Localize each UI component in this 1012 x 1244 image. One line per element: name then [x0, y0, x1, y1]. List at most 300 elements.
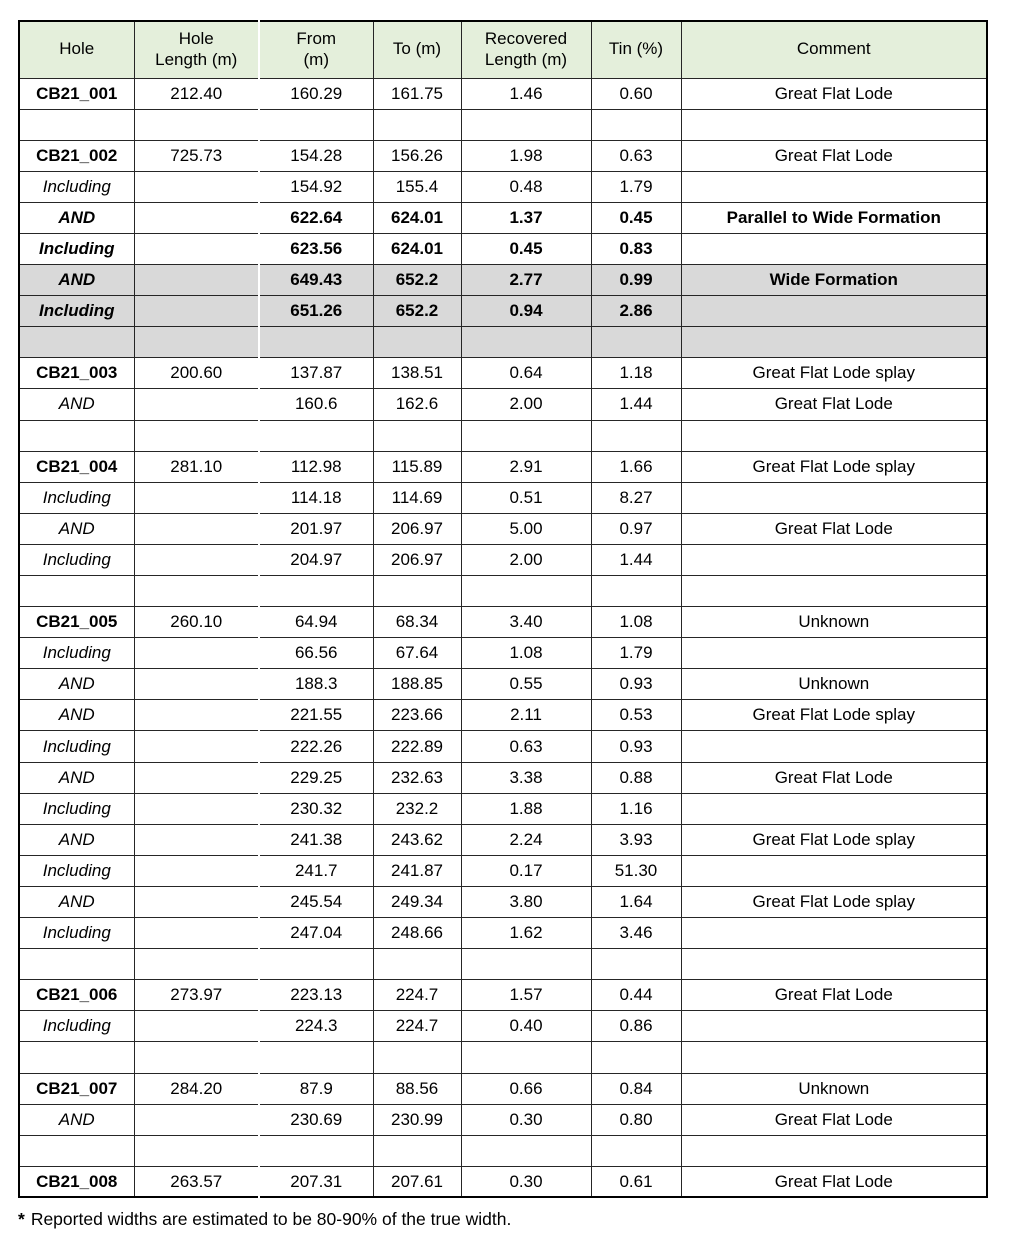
cell-recovered-length: 0.45	[461, 233, 591, 264]
cell-tin	[591, 327, 681, 358]
table-row	[19, 731, 987, 762]
cell-recovered-length: 1.46	[461, 78, 591, 109]
cell-hole: CB21_007	[19, 1073, 134, 1104]
cell-to	[373, 1042, 461, 1073]
header-cell-to: To (m)	[373, 21, 461, 78]
cell-hole: AND	[19, 265, 134, 296]
cell-to: 138.51	[373, 358, 461, 389]
cell-comment: Great Flat Lode	[681, 762, 987, 793]
cell-tin: 0.60	[591, 78, 681, 109]
cell-recovered-length: 1.62	[461, 918, 591, 949]
cell-from: 188.3	[259, 669, 373, 700]
header-row	[19, 21, 987, 78]
cell-tin: 0.44	[591, 980, 681, 1011]
cell-to: 188.85	[373, 669, 461, 700]
cell-hole-length	[134, 265, 259, 296]
cell-comment: Great Flat Lode splay	[681, 886, 987, 917]
cell-recovered-length: 2.00	[461, 389, 591, 420]
cell-from: 207.31	[259, 1166, 373, 1197]
table-row	[19, 389, 987, 420]
table-row	[19, 202, 987, 233]
cell-hole: CB21_003	[19, 358, 134, 389]
header-cell-recovered-length: Recovered Length (m)	[461, 21, 591, 78]
cell-hole-length	[134, 762, 259, 793]
cell-comment	[681, 1135, 987, 1166]
cell-hole-length	[134, 731, 259, 762]
cell-hole-length	[134, 544, 259, 575]
cell-to: 223.66	[373, 700, 461, 731]
cell-hole-length	[134, 513, 259, 544]
cell-comment	[681, 638, 987, 669]
cell-comment	[681, 296, 987, 327]
cell-hole: Including	[19, 1011, 134, 1042]
cell-hole: AND	[19, 389, 134, 420]
cell-from	[259, 576, 373, 607]
cell-hole	[19, 109, 134, 140]
cell-to: 241.87	[373, 855, 461, 886]
cell-hole-length	[134, 1104, 259, 1135]
cell-to: 230.99	[373, 1104, 461, 1135]
cell-hole: CB21_002	[19, 140, 134, 171]
cell-hole: CB21_005	[19, 607, 134, 638]
table-row	[19, 1011, 987, 1042]
cell-comment	[681, 793, 987, 824]
cell-recovered-length: 0.64	[461, 358, 591, 389]
cell-comment: Great Flat Lode	[681, 1104, 987, 1135]
cell-recovered-length: 0.48	[461, 171, 591, 202]
cell-recovered-length: 2.77	[461, 265, 591, 296]
cell-from: 154.28	[259, 140, 373, 171]
cell-hole-length	[134, 700, 259, 731]
table-header	[19, 21, 987, 78]
cell-hole-length	[134, 824, 259, 855]
cell-tin: 1.16	[591, 793, 681, 824]
cell-hole-length: 260.10	[134, 607, 259, 638]
cell-comment: Great Flat Lode	[681, 1166, 987, 1197]
cell-hole-length	[134, 233, 259, 264]
cell-comment	[681, 233, 987, 264]
cell-tin: 8.27	[591, 482, 681, 513]
cell-from: 160.29	[259, 78, 373, 109]
cell-hole: Including	[19, 233, 134, 264]
cell-recovered-length	[461, 576, 591, 607]
cell-recovered-length	[461, 1042, 591, 1073]
cell-to: 243.62	[373, 824, 461, 855]
cell-hole: AND	[19, 762, 134, 793]
cell-recovered-length: 0.40	[461, 1011, 591, 1042]
footnote-text: Reported widths are estimated to be 80-90% of the true width.	[30, 1209, 512, 1229]
cell-from: 201.97	[259, 513, 373, 544]
cell-hole-length: 200.60	[134, 358, 259, 389]
table-row	[19, 1042, 987, 1073]
cell-comment	[681, 171, 987, 202]
cell-from: 651.26	[259, 296, 373, 327]
cell-hole-length	[134, 296, 259, 327]
cell-hole-length	[134, 482, 259, 513]
cell-hole-length: 281.10	[134, 451, 259, 482]
cell-hole: AND	[19, 1104, 134, 1135]
cell-tin	[591, 1042, 681, 1073]
cell-recovered-length: 2.00	[461, 544, 591, 575]
cell-comment	[681, 918, 987, 949]
cell-to: 115.89	[373, 451, 461, 482]
table-row	[19, 793, 987, 824]
header-cell-from: From (m)	[259, 21, 373, 78]
cell-from	[259, 1042, 373, 1073]
cell-comment	[681, 855, 987, 886]
cell-hole-length	[134, 109, 259, 140]
table-row	[19, 233, 987, 264]
cell-to: 222.89	[373, 731, 461, 762]
table-row	[19, 482, 987, 513]
cell-from: 160.6	[259, 389, 373, 420]
cell-from: 154.92	[259, 171, 373, 202]
cell-to: 224.7	[373, 980, 461, 1011]
cell-from: 64.94	[259, 607, 373, 638]
cell-tin: 0.88	[591, 762, 681, 793]
cell-to: 88.56	[373, 1073, 461, 1104]
cell-comment	[681, 1042, 987, 1073]
cell-hole: Including	[19, 296, 134, 327]
cell-to: 232.2	[373, 793, 461, 824]
cell-hole: Including	[19, 731, 134, 762]
table-row	[19, 544, 987, 575]
table-row	[19, 358, 987, 389]
table-row	[19, 886, 987, 917]
cell-to: 156.26	[373, 140, 461, 171]
cell-recovered-length: 0.63	[461, 731, 591, 762]
cell-recovered-length: 0.55	[461, 669, 591, 700]
cell-hole: CB21_004	[19, 451, 134, 482]
cell-tin: 1.79	[591, 171, 681, 202]
table-row	[19, 1135, 987, 1166]
cell-recovered-length: 3.40	[461, 607, 591, 638]
cell-recovered-length	[461, 420, 591, 451]
cell-tin: 0.93	[591, 731, 681, 762]
cell-recovered-length: 1.57	[461, 980, 591, 1011]
cell-tin: 1.79	[591, 638, 681, 669]
table-row	[19, 171, 987, 202]
cell-comment	[681, 109, 987, 140]
cell-to: 161.75	[373, 78, 461, 109]
cell-recovered-length	[461, 949, 591, 980]
cell-hole: Including	[19, 171, 134, 202]
table-row	[19, 824, 987, 855]
cell-to	[373, 327, 461, 358]
table-row	[19, 762, 987, 793]
cell-to: 249.34	[373, 886, 461, 917]
cell-recovered-length: 3.38	[461, 762, 591, 793]
cell-hole	[19, 1135, 134, 1166]
cell-hole-length: 284.20	[134, 1073, 259, 1104]
table-row	[19, 420, 987, 451]
table-row	[19, 1104, 987, 1135]
table-row	[19, 1073, 987, 1104]
cell-hole-length	[134, 1042, 259, 1073]
cell-hole-length	[134, 918, 259, 949]
cell-hole	[19, 949, 134, 980]
cell-from: 247.04	[259, 918, 373, 949]
cell-from: 137.87	[259, 358, 373, 389]
cell-hole-length	[134, 327, 259, 358]
cell-hole: Including	[19, 918, 134, 949]
cell-hole	[19, 1042, 134, 1073]
table-row	[19, 140, 987, 171]
cell-from	[259, 327, 373, 358]
cell-tin	[591, 420, 681, 451]
cell-hole: Including	[19, 638, 134, 669]
cell-to: 232.63	[373, 762, 461, 793]
cell-to: 162.6	[373, 389, 461, 420]
cell-hole	[19, 576, 134, 607]
cell-from	[259, 949, 373, 980]
table-row	[19, 109, 987, 140]
cell-comment: Great Flat Lode splay	[681, 824, 987, 855]
cell-from: 221.55	[259, 700, 373, 731]
footnote-asterisk: *	[18, 1209, 25, 1229]
table-row	[19, 513, 987, 544]
cell-recovered-length	[461, 1135, 591, 1166]
cell-tin: 0.53	[591, 700, 681, 731]
table-row	[19, 1166, 987, 1197]
cell-hole-length: 273.97	[134, 980, 259, 1011]
cell-comment: Great Flat Lode	[681, 513, 987, 544]
cell-hole-length	[134, 171, 259, 202]
table-row	[19, 918, 987, 949]
cell-tin: 1.66	[591, 451, 681, 482]
cell-tin	[591, 949, 681, 980]
table-row	[19, 855, 987, 886]
cell-tin: 0.97	[591, 513, 681, 544]
cell-tin: 1.18	[591, 358, 681, 389]
cell-from: 241.38	[259, 824, 373, 855]
cell-to: 652.2	[373, 296, 461, 327]
cell-hole-length	[134, 949, 259, 980]
table-row	[19, 980, 987, 1011]
cell-from	[259, 109, 373, 140]
cell-to	[373, 109, 461, 140]
cell-hole: Including	[19, 544, 134, 575]
table-row	[19, 78, 987, 109]
cell-recovered-length: 0.30	[461, 1104, 591, 1135]
cell-tin: 0.63	[591, 140, 681, 171]
cell-hole-length: 263.57	[134, 1166, 259, 1197]
cell-recovered-length: 0.94	[461, 296, 591, 327]
cell-recovered-length	[461, 109, 591, 140]
cell-hole	[19, 327, 134, 358]
cell-hole: AND	[19, 669, 134, 700]
cell-tin: 1.08	[591, 607, 681, 638]
cell-to: 652.2	[373, 265, 461, 296]
footnote	[18, 1209, 511, 1230]
cell-recovered-length: 0.51	[461, 482, 591, 513]
table-row	[19, 265, 987, 296]
cell-hole-length	[134, 638, 259, 669]
cell-to: 68.34	[373, 607, 461, 638]
cell-comment: Great Flat Lode	[681, 78, 987, 109]
cell-comment	[681, 327, 987, 358]
cell-from	[259, 420, 373, 451]
cell-from: 224.3	[259, 1011, 373, 1042]
cell-hole: Including	[19, 482, 134, 513]
cell-tin: 0.61	[591, 1166, 681, 1197]
cell-to	[373, 949, 461, 980]
cell-to: 206.97	[373, 513, 461, 544]
cell-from: 204.97	[259, 544, 373, 575]
table-row	[19, 327, 987, 358]
cell-from: 229.25	[259, 762, 373, 793]
cell-hole: AND	[19, 202, 134, 233]
cell-from: 66.56	[259, 638, 373, 669]
cell-recovered-length: 0.30	[461, 1166, 591, 1197]
cell-hole-length	[134, 389, 259, 420]
table-body	[19, 78, 987, 1197]
cell-comment: Unknown	[681, 1073, 987, 1104]
cell-hole-length: 212.40	[134, 78, 259, 109]
table-row	[19, 296, 987, 327]
cell-hole-length	[134, 855, 259, 886]
cell-recovered-length: 2.91	[461, 451, 591, 482]
cell-from: 114.18	[259, 482, 373, 513]
cell-comment	[681, 576, 987, 607]
cell-tin: 0.93	[591, 669, 681, 700]
cell-hole-length	[134, 576, 259, 607]
cell-comment	[681, 420, 987, 451]
cell-comment: Parallel to Wide Formation	[681, 202, 987, 233]
table-row	[19, 700, 987, 731]
cell-tin	[591, 109, 681, 140]
cell-tin: 51.30	[591, 855, 681, 886]
header-cell-comment: Comment	[681, 21, 987, 78]
cell-comment: Unknown	[681, 669, 987, 700]
cell-recovered-length: 3.80	[461, 886, 591, 917]
cell-comment: Great Flat Lode splay	[681, 451, 987, 482]
cell-to	[373, 420, 461, 451]
cell-from: 649.43	[259, 265, 373, 296]
cell-hole-length	[134, 420, 259, 451]
cell-comment: Unknown	[681, 607, 987, 638]
cell-from	[259, 1135, 373, 1166]
table-row	[19, 607, 987, 638]
cell-tin: 3.46	[591, 918, 681, 949]
cell-comment	[681, 482, 987, 513]
cell-from: 223.13	[259, 980, 373, 1011]
cell-hole-length	[134, 793, 259, 824]
cell-tin: 0.83	[591, 233, 681, 264]
cell-tin: 0.99	[591, 265, 681, 296]
cell-hole-length	[134, 1011, 259, 1042]
cell-comment: Great Flat Lode splay	[681, 358, 987, 389]
cell-tin	[591, 576, 681, 607]
cell-hole: AND	[19, 700, 134, 731]
cell-hole: Including	[19, 793, 134, 824]
cell-recovered-length: 1.37	[461, 202, 591, 233]
cell-from: 622.64	[259, 202, 373, 233]
cell-from: 245.54	[259, 886, 373, 917]
table-row	[19, 669, 987, 700]
cell-to	[373, 1135, 461, 1166]
cell-recovered-length: 2.11	[461, 700, 591, 731]
cell-tin: 0.84	[591, 1073, 681, 1104]
drill-results-table	[18, 20, 988, 1198]
cell-from: 230.32	[259, 793, 373, 824]
cell-tin: 0.80	[591, 1104, 681, 1135]
cell-to: 624.01	[373, 233, 461, 264]
cell-to: 248.66	[373, 918, 461, 949]
cell-comment	[681, 544, 987, 575]
cell-hole: CB21_008	[19, 1166, 134, 1197]
cell-to: 624.01	[373, 202, 461, 233]
cell-hole: CB21_001	[19, 78, 134, 109]
cell-to: 224.7	[373, 1011, 461, 1042]
cell-tin: 0.86	[591, 1011, 681, 1042]
cell-comment	[681, 949, 987, 980]
cell-comment: Great Flat Lode splay	[681, 700, 987, 731]
cell-recovered-length: 0.17	[461, 855, 591, 886]
cell-tin	[591, 1135, 681, 1166]
cell-recovered-length: 1.98	[461, 140, 591, 171]
cell-from: 241.7	[259, 855, 373, 886]
cell-comment: Great Flat Lode	[681, 980, 987, 1011]
cell-hole: AND	[19, 513, 134, 544]
cell-hole-length: 725.73	[134, 140, 259, 171]
cell-to: 207.61	[373, 1166, 461, 1197]
cell-recovered-length: 0.66	[461, 1073, 591, 1104]
cell-to: 67.64	[373, 638, 461, 669]
cell-comment: Great Flat Lode	[681, 389, 987, 420]
cell-tin: 1.64	[591, 886, 681, 917]
cell-hole	[19, 420, 134, 451]
cell-hole-length	[134, 669, 259, 700]
cell-recovered-length: 1.88	[461, 793, 591, 824]
cell-from: 112.98	[259, 451, 373, 482]
header-cell-tin: Tin (%)	[591, 21, 681, 78]
cell-comment: Wide Formation	[681, 265, 987, 296]
cell-to	[373, 576, 461, 607]
cell-tin: 1.44	[591, 389, 681, 420]
header-cell-hole-length: Hole Length (m)	[134, 21, 259, 78]
cell-recovered-length: 1.08	[461, 638, 591, 669]
cell-comment	[681, 1011, 987, 1042]
cell-hole: AND	[19, 824, 134, 855]
cell-from: 623.56	[259, 233, 373, 264]
cell-to: 155.4	[373, 171, 461, 202]
table-row	[19, 638, 987, 669]
cell-tin: 2.86	[591, 296, 681, 327]
cell-hole: CB21_006	[19, 980, 134, 1011]
cell-from: 222.26	[259, 731, 373, 762]
cell-recovered-length	[461, 327, 591, 358]
cell-hole: Including	[19, 855, 134, 886]
header-cell-hole: Hole	[19, 21, 134, 78]
cell-to: 114.69	[373, 482, 461, 513]
table-row	[19, 576, 987, 607]
cell-from: 230.69	[259, 1104, 373, 1135]
table-row	[19, 451, 987, 482]
cell-tin: 1.44	[591, 544, 681, 575]
cell-comment: Great Flat Lode	[681, 140, 987, 171]
cell-hole-length	[134, 886, 259, 917]
cell-tin: 0.45	[591, 202, 681, 233]
cell-recovered-length: 5.00	[461, 513, 591, 544]
cell-hole-length	[134, 202, 259, 233]
table-row	[19, 949, 987, 980]
cell-to: 206.97	[373, 544, 461, 575]
cell-comment	[681, 731, 987, 762]
cell-hole-length	[134, 1135, 259, 1166]
cell-from: 87.9	[259, 1073, 373, 1104]
cell-tin: 3.93	[591, 824, 681, 855]
